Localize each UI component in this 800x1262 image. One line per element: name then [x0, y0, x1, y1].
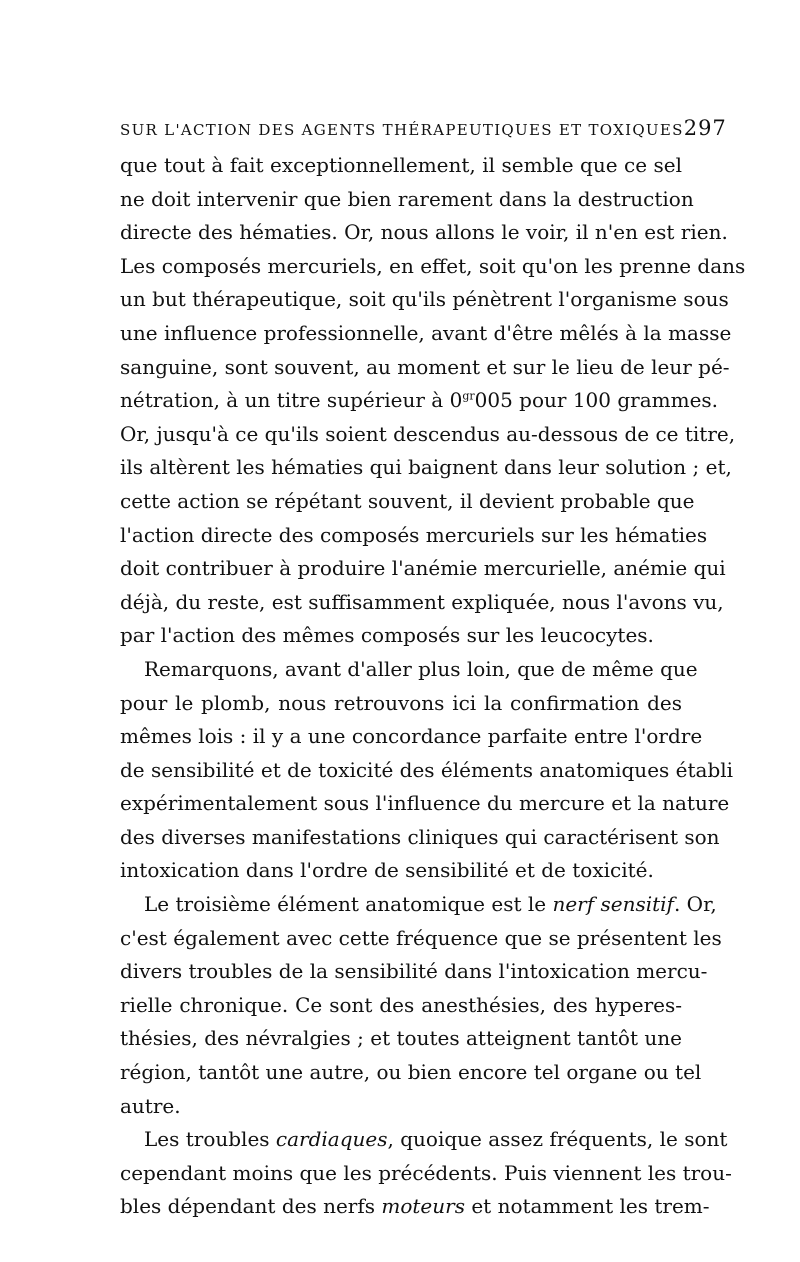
text-line: des diverses manifestations cliniques qui caractérisent son: [120, 824, 720, 849]
text-line: [120, 384, 719, 418]
text-line: Les composés mercuriels, en effet, soit qu'on les prenne dans: [120, 253, 746, 278]
text-line: Or, jusqu'à ce qu'ils soient descendus au-dessous de ce titre,: [120, 421, 736, 446]
text-run: nétration, à un titre supérieur à 0: [120, 388, 463, 413]
text-line: l'action directe des composés mercuriels sur les hématies: [120, 522, 708, 547]
text-line: déjà, du reste, est suffisamment expliquée, nous l'avons vu,: [120, 589, 724, 614]
text-run: Les troubles: [144, 1127, 276, 1152]
text-line: [120, 1190, 710, 1224]
italic-term: nerf sensitif: [552, 892, 674, 917]
text-line: région, tantôt une autre, ou bien encore tel organe ou tel: [120, 1060, 702, 1085]
body-text: [120, 149, 746, 1224]
page-number: 297: [683, 116, 727, 140]
text-line: ne doit intervenir que bien rarement dans la destruction: [120, 186, 694, 211]
text-run: Le troisième élément anatomique est le: [144, 892, 553, 917]
text-run: et notamment les trem-: [464, 1194, 710, 1219]
italic-term: moteurs: [381, 1194, 465, 1219]
text-line: thésies, des névralgies ; et toutes atteignent tantôt une: [120, 1026, 682, 1051]
text-run: 005 pour 100 grammes.: [474, 388, 719, 413]
text-line: expérimentalement sous l'influence du mercure et la nature: [120, 791, 730, 816]
text-line: pour le plomb, nous retrouvons ici la confirmation des: [120, 690, 682, 715]
text-line: divers troubles de la sensibilité dans l'intoxication mercu-: [120, 959, 708, 984]
text-line: mêmes lois : il y a une concordance parfaite entre l'ordre: [120, 724, 703, 749]
text-line: [120, 1123, 728, 1157]
text-line: ils altèrent les hématies qui baignent dans leur solution ; et,: [120, 455, 732, 480]
text-line: que tout à fait exceptionnellement, il semble que ce sel: [120, 153, 682, 177]
text-line: de sensibilité et de toxicité des éléments anatomiques établi: [120, 757, 734, 782]
unit-superscript: gr: [462, 389, 475, 403]
text-line: un but thérapeutique, soit qu'ils pénètrent l'organisme sous: [120, 287, 729, 312]
text-run: bles dépendant des nerfs: [120, 1194, 382, 1219]
text-line: c'est également avec cette fréquence que se présentent les: [120, 925, 722, 950]
text-line: cependant moins que les précédents. Puis viennent les trou-: [120, 1160, 732, 1185]
text-line: intoxication dans l'ordre de sensibilité et de toxicité.: [120, 858, 654, 883]
text-line: par l'action des mêmes composés sur les leucocytes.: [120, 623, 654, 648]
text-line: directe des hématies. Or, nous allons le voir, il n'en est rien.: [120, 220, 728, 245]
text-line: doit contribuer à produire l'anémie mercurielle, anémie qui: [120, 556, 726, 581]
text-run: . Or,: [673, 892, 717, 917]
text-line: autre.: [120, 1093, 181, 1118]
text-line: [120, 888, 717, 922]
text-line: sanguine, sont souvent, au moment et sur le lieu de leur pé-: [120, 354, 730, 379]
text-line: une influence professionnelle, avant d'être mêlés à la masse: [120, 320, 732, 345]
text-line: Remarquons, avant d'aller plus loin, que de même que: [144, 656, 698, 681]
text-run: , quoique assez fréquents, le sont: [387, 1127, 728, 1152]
text-line: cette action se répétant souvent, il devient probable que: [120, 488, 695, 513]
text-line: rielle chronique. Ce sont des anesthésies, des hyperes-: [120, 992, 682, 1017]
running-title: SUR L'ACTION DES AGENTS THÉRAPEUTIQUES ET TOXIQUES: [120, 121, 684, 139]
running-header: [120, 116, 727, 144]
italic-term: cardiaques: [275, 1127, 388, 1152]
